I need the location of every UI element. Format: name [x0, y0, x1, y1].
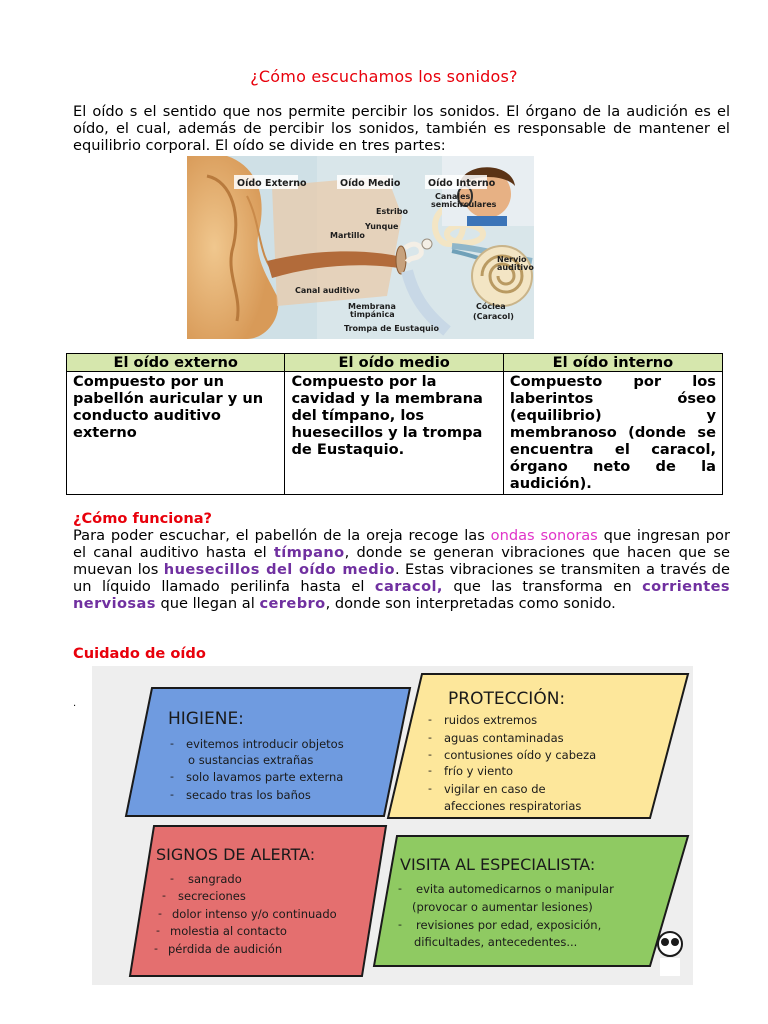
- heading-como-funciona: ¿Cómo funciona?: [73, 510, 213, 527]
- funciona-paragraph: Para poder escuchar, el pabellón de la oreja recoge las ondas sonoras que ingresan por el canal auditivo hasta el tímpano, donde se generan vibraciones que hacen que se muevan los huesecillos del oído medio. Estas vibraciones se transmiten a través de un líquido llamado perilinfa hasta el caracol, que las transforma en corrientes nerviosas que llegan al cerebro, donde son interpretadas como sonido.: [73, 527, 730, 612]
- label-trompa: Trompa de Eustaquio: [344, 324, 440, 333]
- label-coclea-text: Cóclea: [476, 302, 506, 311]
- ear-care-poster: [92, 666, 693, 985]
- keyword-caracol: caracol,: [374, 578, 443, 595]
- label-martillo: Martillo: [330, 231, 365, 240]
- proteccion-item: vigilar en caso de: [444, 782, 546, 796]
- proteccion-item: aguas contaminadas: [444, 731, 564, 745]
- label-canal-auditivo: Canal auditivo: [295, 286, 360, 295]
- label-semicirculares: semicirculares: [431, 200, 497, 209]
- svg-text:-: -: [398, 918, 402, 931]
- especialista-item: (provocar o aumentar lesiones): [412, 900, 593, 914]
- proteccion-item: ruidos extremos: [444, 713, 538, 727]
- alerta-title: SIGNOS DE ALERTA:: [156, 845, 316, 864]
- higiene-item: solo lavamos parte externa: [186, 770, 344, 784]
- label-yunque: Yunque: [365, 222, 399, 231]
- label-canales: Canales: [435, 192, 471, 201]
- alerta-item: molestia al contacto: [170, 924, 287, 938]
- svg-text:-: -: [162, 889, 166, 902]
- keyword-timpano: tímpano: [273, 544, 345, 561]
- svg-text:-: -: [428, 748, 432, 761]
- especialista-item: revisiones por edad, exposición,: [416, 918, 602, 932]
- keyword-corrientes-nerviosas: corrientes nerviosas: [73, 578, 730, 612]
- svg-text:-: -: [156, 924, 160, 937]
- proteccion-item: frío y viento: [444, 764, 514, 778]
- alerta-item: secreciones: [178, 889, 246, 903]
- intro-paragraph: El oído s el sentido que nos permite percibir los sonidos. El órgano de la audición es el oído, el cual, además de percibir los sonidos, también es responsable de mantener el equilibrio corporal. El oído se divide en tres partes:: [73, 103, 730, 154]
- table-header-row: [67, 354, 723, 372]
- label-oido-medio: Oído Medio: [340, 178, 401, 189]
- higiene-title: HIGIENE:: [168, 709, 244, 729]
- alerta-item: pérdida de audición: [168, 942, 283, 956]
- label-timpanica: timpánica: [350, 310, 395, 319]
- alerta-item: dolor intenso y/o continuado: [172, 907, 337, 921]
- svg-text:-: -: [428, 713, 432, 726]
- proteccion-item: contusiones oído y cabeza: [444, 748, 597, 762]
- higiene-item: o sustancias extrañas: [188, 753, 314, 767]
- header-oido-externo: El oído externo: [67, 354, 285, 372]
- stray-dot: .: [73, 698, 77, 709]
- especialista-item: dificultades, antecedentes...: [414, 935, 578, 949]
- label-oido-interno: Oído Interno: [428, 178, 496, 189]
- cell-oido-interno: Compuesto por los laberintos óseo (equilibrio) y membranoso (donde se encuentra el caracol, órgano neto de la audición).: [503, 372, 722, 495]
- higiene-item: secado tras los baños: [186, 788, 311, 802]
- header-oido-medio: El oído medio: [285, 354, 503, 372]
- page-title: ¿Cómo escuchamos los sonidos?: [250, 67, 518, 86]
- cell-oido-externo: Compuesto por un pabellón auricular y un conducto auditivo externo: [67, 372, 285, 495]
- svg-text:-: -: [170, 770, 174, 783]
- proteccion-title: PROTECCIÓN:: [448, 689, 566, 709]
- header-oido-interno: El oído interno: [503, 354, 722, 372]
- svg-text:-: -: [170, 872, 174, 885]
- heading-cuidado-de-oido: Cuidado de oído: [73, 645, 206, 662]
- cell-oido-medio: Compuesto por la cavidad y la membrana del tímpano, los huesecillos y la trompa de Eustaquio.: [285, 372, 503, 495]
- svg-text:-: -: [428, 764, 432, 777]
- svg-text:-: -: [428, 731, 432, 744]
- keyword-ondas-sonoras: ondas sonoras: [490, 527, 598, 544]
- label-estribo: Estribo: [376, 207, 408, 216]
- proteccion-item: afecciones respiratorias: [444, 799, 582, 813]
- label-membrana: Membrana: [348, 302, 396, 311]
- label-nervio: Nervio: [497, 255, 527, 264]
- svg-text:-: -: [428, 782, 432, 795]
- alerta-item: sangrado: [188, 872, 242, 886]
- label-caracol-text: (Caracol): [473, 312, 514, 321]
- svg-text:-: -: [170, 737, 174, 750]
- ear-anatomy-diagram: [187, 156, 534, 339]
- svg-text:-: -: [170, 788, 174, 801]
- especialista-title: VISITA AL ESPECIALISTA:: [400, 855, 596, 874]
- keyword-cerebro: cerebro: [259, 595, 326, 612]
- svg-text:-: -: [398, 882, 402, 895]
- svg-text:-: -: [154, 942, 158, 955]
- label-oido-externo: Oído Externo: [237, 178, 307, 189]
- svg-text:-: -: [158, 907, 162, 920]
- label-auditivo: auditivo: [497, 263, 534, 272]
- table-row: [67, 372, 723, 495]
- keyword-huesecillos: huesecillos del oído medio: [163, 561, 395, 578]
- ear-parts-table: [66, 353, 723, 495]
- especialista-item: evita automedicarnos o manipular: [416, 882, 614, 896]
- higiene-item: evitemos introducir objetos: [186, 737, 344, 751]
